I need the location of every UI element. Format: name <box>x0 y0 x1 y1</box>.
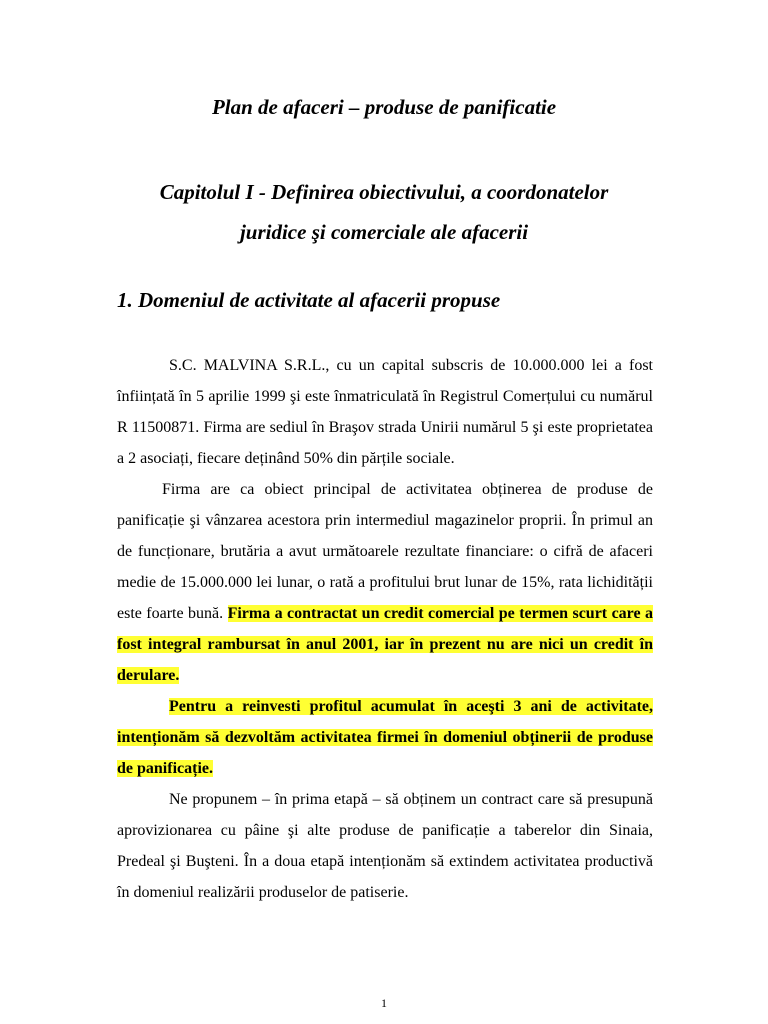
chapter-heading <box>110 172 658 252</box>
document-body <box>117 350 653 908</box>
paragraph-2 <box>117 474 653 691</box>
paragraph-2-highlight: Firma a contractat un credit comercial pe termen scurt care a fost integral rambursat în anul 2001, iar în prezent nu are nici un credit în derulare. <box>117 605 654 684</box>
paragraph-2-text: Firma are ca obiect principal de activitatea obținerea de produse de panificație şi vânzarea acestora prin intermediul magazinelor proprii. În primul an de funcționare, brutăria a avut următoarele rezultate financiare: o cifră de afaceri medie de 15.000.000 lei lunar, o rată a profitului brut lunar de 15%, rata lichidității este foarte bună. <box>117 481 653 622</box>
document-title: Plan de afaceri – produse de panificatie <box>211 95 557 119</box>
chapter-heading-line1: Capitolul I - Definirea obiectivului, a coordonatelor <box>159 180 609 204</box>
paragraph-3 <box>117 691 653 784</box>
paragraph-1: S.C. MALVINA S.R.L., cu un capital subscris de 10.000.000 lei a fost înființată în 5 aprilie 1999 şi este înmatriculată în Registrul Comerțului cu numărul R 11500871. Firma are sediul în Braşov strada Unirii numărul 5 şi este proprietatea a 2 asociați, fiecare deținând 50% din părțile sociale. <box>117 357 653 467</box>
section-heading: 1. Domeniul de activitate al afacerii propuse <box>117 288 501 312</box>
paragraph-4: Ne propunem – în prima etapă – să obținem un contract care să presupună aprovizionarea cu pâine şi alte produse de panificație a taberelor din Sinaia, Predeal şi Buşteni. În a doua etapă intenționăm să extindem activitatea productivă în domeniul realizării produselor de patiserie. <box>117 791 653 901</box>
chapter-heading-line2: juridice şi comerciale ale afacerii <box>239 220 529 244</box>
paragraph-3-highlight: Pentru a reinvesti profitul acumulat în aceşti 3 ani de activitate, intenționăm să dezvoltăm activitatea firmei în domeniul obținerii de produse de panificație. <box>117 698 653 777</box>
page-number: 1 <box>381 996 387 1010</box>
